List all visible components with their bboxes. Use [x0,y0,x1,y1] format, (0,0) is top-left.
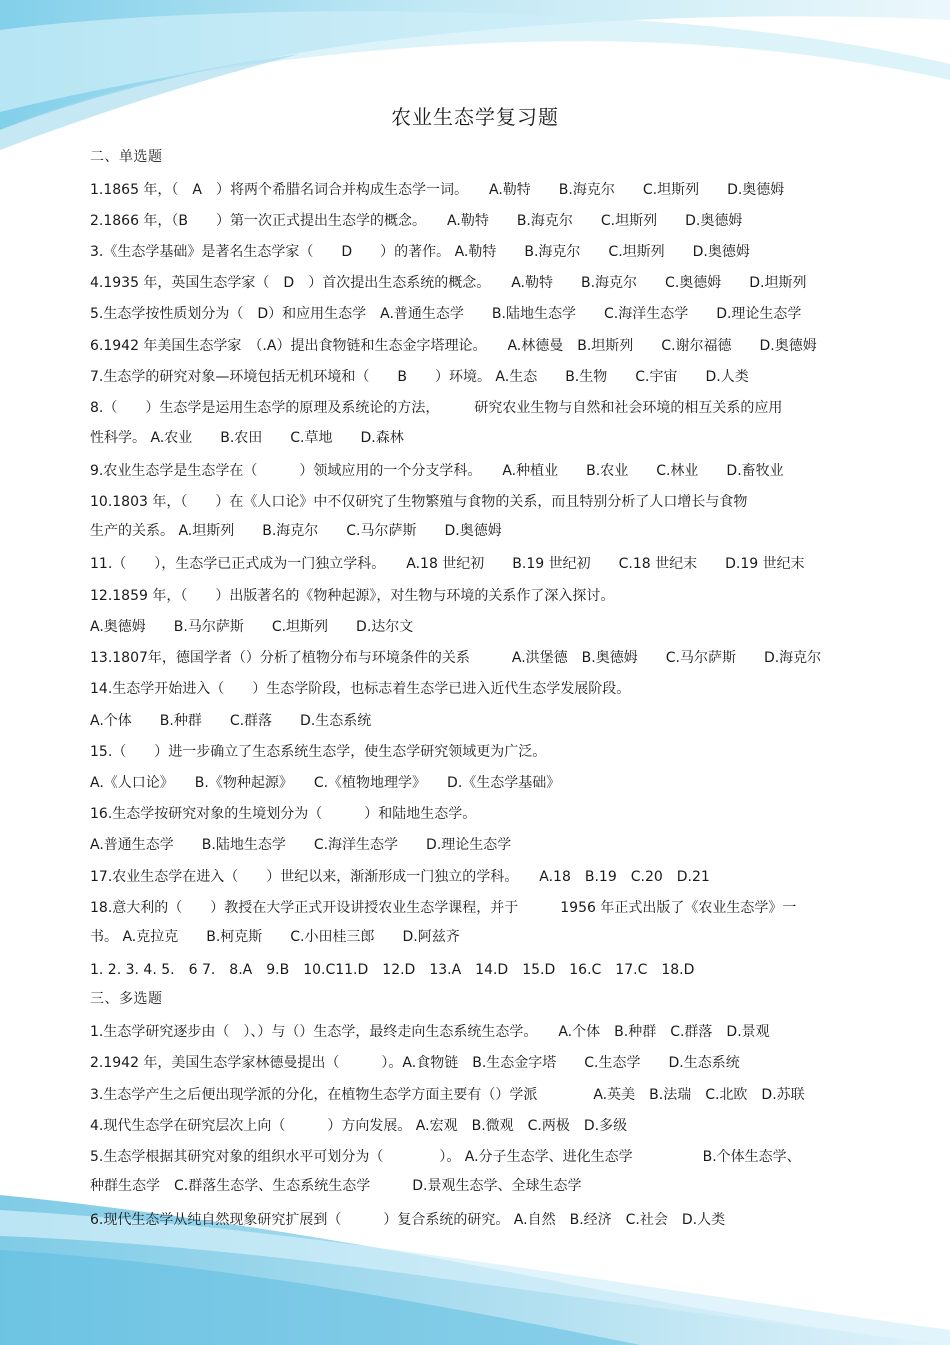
section-heading-multiple-choice: 三、多选题 [90,991,163,1007]
question-line: 生产的关系。 A.坦斯列 B.海克尔 C.马尔萨斯 D.奥德姆 [90,523,502,539]
question-line: A.普通生态学 B.陆地生态学 C.海洋生态学 D.理论生态学 [90,837,512,853]
answer-key-line: 1. 2. 3. 4. 5. 6 7. 8.A 9.B 10.C11.D 12.D 13.A 14.D 15.D 16.C 17.C 18.D [90,962,695,978]
question-line: 5.生态学根据其研究对象的组织水平可划分为（ ）。 A.分子生态学、进化生态学 B.个体生态学、 [90,1149,801,1165]
question-line: 10.1803 年，（ ）在《人口论》中不仅研究了生物繁殖与食物的关系，而且特别分析了人口增长与食物 [90,494,748,510]
question-line: A.《人口论》 B.《物种起源》 C.《植物地理学》 D.《生态学基础》 [90,775,561,791]
question-line: 5.生态学按性质划分为（ D）和应用生态学 A.普通生态学 B.陆地生态学 C.海洋生态学 D.理论生态学 [90,306,802,322]
question-line: 11.（ ），生态学已正式成为一门独立学科。 A.18 世纪初 B.19 世纪初 C.18 世纪末 D.19 世纪末 [90,556,805,572]
question-line: 16.生态学按研究对象的生境划分为（ ）和陆地生态学。 [90,806,477,822]
question-line: 1.生态学研究逐步由（ ）、）与（）生态学，最终走向生态系统生态学。 A.个体 B.种群 C.群落 D.景观 [90,1024,770,1040]
question-line: 7.生态学的研究对象—环境包括无机环境和（ B ）环境。 A.生态 B.生物 C.宇宙 D.人类 [90,369,749,385]
question-line: 12.1859 年，（ ）出版著名的《物种起源》，对生物与环境的关系作了深入探讨。 [90,588,615,604]
question-line: 2.1942 年，美国生态学家林德曼提出（ ）。A.食物链 B.生态金字塔 C.生态学 D.生态系统 [90,1055,740,1071]
question-line: 6.1942 年美国生态学家 （.A）提出食物链和生态金字塔理论。 A.林德曼 B.坦斯列 C.谢尔福德 D.奥德姆 [90,338,817,354]
question-line: A.个体 B.种群 C.群落 D.生态系统 [90,713,372,729]
question-line: 14.生态学开始进入（ ）生态学阶段，也标志着生态学已进入近代生态学发展阶段。 [90,681,631,697]
question-line: 3.《生态学基础》是著名生态学家（ D ）的著作。 A.勒特 B.海克尔 C.坦斯列 D.奥德姆 [90,244,750,260]
question-line: 8.（ ）生态学是运用生态学的原理及系统论的方法， 研究农业生物与自然和社会环境的相互关系的应用 [90,400,783,416]
question-line: 种群生态学 C.群落生态学、生态系统生态学 D.景观生态学、全球生态学 [90,1178,582,1194]
question-line: 书。 A.克拉克 B.柯克斯 C.小田桂三郎 D.阿兹齐 [90,929,460,945]
section-heading-single-choice: 二、单选题 [90,149,163,165]
question-line: 4.现代生态学在研究层次上向（ ）方向发展。 A.宏观 B.微观 C.两极 D.多级 [90,1118,628,1134]
question-line: A.奥德姆 B.马尔萨斯 C.坦斯列 D.达尔文 [90,619,414,635]
page-title: 农业生态学复习题 [391,105,559,129]
question-line: 2.1866 年，（B ）第一次正式提出生态学的概念。 A.勒特 B.海克尔 C.坦斯列 D.奥德姆 [90,213,743,229]
question-line: 18.意大利的（ ）教授在大学正式开设讲授农业生态学课程，并于 1956 年正式出版了《农业生态学》一 [90,900,797,916]
question-line: 15.（ ）进一步确立了生态系统生态学，使生态学研究领域更为广泛。 [90,744,547,760]
question-line: 1.1865 年，（ A ）将两个希腊名词合并构成生态学一词。 A.勒特 B.海克尔 C.坦斯列 D.奥德姆 [90,182,785,198]
question-line: 3.生态学产生之后便出现学派的分化，在植物生态学方面主要有（）学派 A.英美 B.法瑞 C.北欧 D.苏联 [90,1087,805,1103]
question-line: 13.1807年，德国学者（）分析了植物分布与环境条件的关系 A.洪堡德 B.奥德姆 C.马尔萨斯 D.海克尔 [90,650,822,666]
question-line: 6.现代生态学从纯自然现象研究扩展到（ ）复合系统的研究。 A.自然 B.经济 C.社会 D.人类 [90,1212,726,1228]
question-line: 17.农业生态学在进入（ ）世纪以来，渐渐形成一门独立的学科。 A.18 B.19 C.20 D.21 [90,869,710,885]
question-line: 性科学。 A.农业 B.农田 C.草地 D.森林 [90,430,404,446]
question-line: 9.农业生态学是生态学在（ ）领域应用的一个分支学科。 A.种植业 B.农业 C.林业 D.畜牧业 [90,463,784,479]
question-line: 4.1935 年，英国生态学家（ D ）首次提出生态系统的概念。 A.勒特 B.海克尔 C.奥德姆 D.坦斯列 [90,275,807,291]
